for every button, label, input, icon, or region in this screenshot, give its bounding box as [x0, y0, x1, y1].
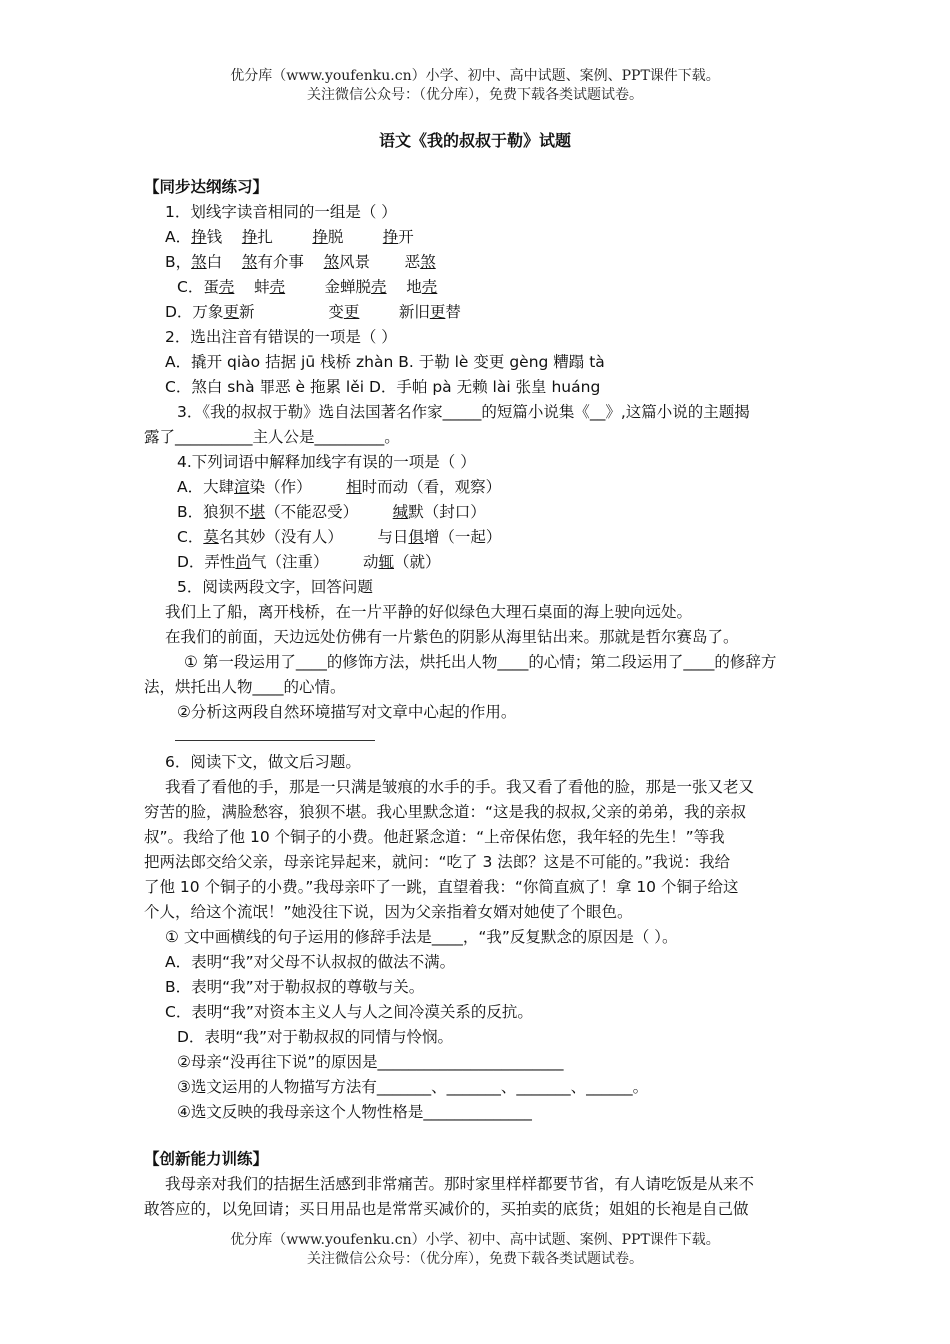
- q5-sub2: ②分析这两段自然环境描写对文章中心起的作用。: [177, 703, 517, 721]
- page-title: 语文《我的叔叔于勒》试题: [378, 131, 571, 150]
- q6-passage-line: 个人，给这个流氓！”她没往下说，因为父亲指着女婿对她使了个眼色。: [144, 903, 633, 921]
- q6-sub1: ① 文中画横线的句子运用的修辞手法是____，“我”反复默念的原因是（ ）。: [165, 928, 678, 946]
- q6-passage-line: 了他 10 个铜子的小费。”我母亲吓了一跳，直望着我：“你简直疯了！拿 10 个铜子给这: [144, 878, 739, 896]
- q2-stem: 2．选出注音有错误的一项是（ ）: [165, 328, 397, 346]
- q1-option-b: B，煞白 煞有介事 煞风景 恶煞: [165, 253, 436, 271]
- q4-option-c: C．莫名其妙（没有人） 与日俱增（一起）: [177, 528, 502, 546]
- q5-passage-p1: 我们上了船，离开栈桥，在一片平静的好似绿色大理石桌面的海上驶向远处。: [165, 603, 693, 621]
- page-footer-line2: 关注微信公众号：（优分库），免费下载各类试题试卷。: [307, 1251, 643, 1267]
- q1-option-a: A．挣钱 挣扎 挣脱 挣开: [165, 228, 414, 246]
- q6-sub2: ②母亲“没再往下说”的原因是________________________: [177, 1053, 564, 1071]
- q6-sub3: ③选文运用的人物描写方法有_______、_______、_______、______。: [177, 1078, 649, 1096]
- page-footer-line1: 优分库（www.youfenku.cn）小学、初中、高中试题、案例、PPT课件下载。: [230, 1232, 720, 1248]
- page-header-line2: 关注微信公众号：（优分库），免费下载各类试题试卷。: [307, 87, 643, 103]
- q5-sub1-line1: ① 第一段运用了____的修饰方法，烘托出人物____的心情；第二段运用了____的修辞方: [184, 653, 777, 671]
- q4-option-d: D．弄性尚气（注重） 动辄（就）: [177, 553, 441, 571]
- q6-passage-line: 叔”。我给了他 10 个铜子的小费。他赶紧念道：“上帝保佑您，我年轻的先生！”等我: [144, 828, 725, 846]
- q5-passage-p2: 在我们的前面，天边远处仿佛有一片紫色的阴影从海里钻出来。那就是哲尔赛岛了。: [165, 628, 739, 646]
- q6-option-d: D．表明“我”对于勒叔叔的同情与怜悯。: [177, 1028, 453, 1046]
- q1-stem: 1．划线字读音相同的一组是（ ）: [165, 203, 397, 221]
- q5-stem: 5．阅读两段文字，回答问题: [177, 578, 373, 596]
- q4-stem: 4.下列词语中解释加线字有误的一项是（ ）: [177, 453, 476, 471]
- innovation-passage-line: 我母亲对我们的拮据生活感到非常痛苦。那时家里样样都要节省，有人请吃饭是从来不: [165, 1175, 755, 1193]
- q6-passage-line: 我看了看他的手，那是一只满是皱痕的水手的手。我又看了看他的脸，那是一张又老又: [165, 778, 755, 796]
- section-heading-innovate: 【创新能力训练】: [144, 1150, 269, 1168]
- page-header-line1: 优分库（www.youfenku.cn）小学、初中、高中试题、案例、PPT课件下载。: [230, 68, 720, 84]
- q6-stem: 6．阅读下文，做文后习题。: [165, 753, 361, 771]
- q6-option-c: C．表明“我”对资本主义人与人之间冷漠关系的反抗。: [165, 1003, 533, 1021]
- innovation-passage-line: 敢答应的，以免回请；买日用品也是常常买减价的，买拍卖的底货；姐姐的长袍是自己做: [144, 1200, 749, 1218]
- q2-options-cd: C．煞白 shà 罪恶 è 拖累 lěi D．手帕 pà 无赖 lài 张皇 huáng: [165, 378, 601, 396]
- q3-line1: 3．《我的叔叔于勒》选自法国著名作家_____的短篇小说集《__》,这篇小说的主题揭: [177, 403, 750, 421]
- q6-passage-line: 把两法郎交给父亲，母亲诧异起来，就问：“吃了 3 法郎？这是不可能的。”我说：我给: [144, 853, 731, 871]
- q3-line2: 露了__________主人公是_________。: [144, 428, 400, 446]
- q6-option-b: B．表明“我”对于勒叔叔的尊敬与关。: [165, 978, 425, 996]
- q1-option-d: D．万象更新 变更 新旧更替: [165, 303, 461, 321]
- q6-passage-line: 穷苦的脸，满脸愁容，狼狈不堪。我心里默念道：“这是我的叔叔,父亲的弟弟，我的亲叔: [144, 803, 746, 821]
- q6-sub4: ④选文反映的我母亲这个人物性格是______________: [177, 1103, 532, 1121]
- answer-line: [175, 740, 375, 741]
- q1-option-c: C．蛋壳 蚌壳 金蝉脱壳 地壳: [177, 278, 438, 296]
- q4-option-a: A．大肆渲染（作） 相时而动（看，观察）: [177, 478, 502, 496]
- q2-options-ab: A．撬开 qiào 拮据 jū 栈桥 zhàn B. 于勒 lè 变更 gèng 糟蹋 tà: [165, 353, 605, 371]
- q6-option-a: A．表明“我”对父母不认叔叔的做法不满。: [165, 953, 456, 971]
- section-heading-sync: 【同步达纲练习】: [144, 178, 269, 196]
- q4-option-b: B．狼狈不堪（不能忍受） 缄默（封口）: [177, 503, 486, 521]
- q5-sub1-line2: 法，烘托出人物____的心情。: [144, 678, 346, 696]
